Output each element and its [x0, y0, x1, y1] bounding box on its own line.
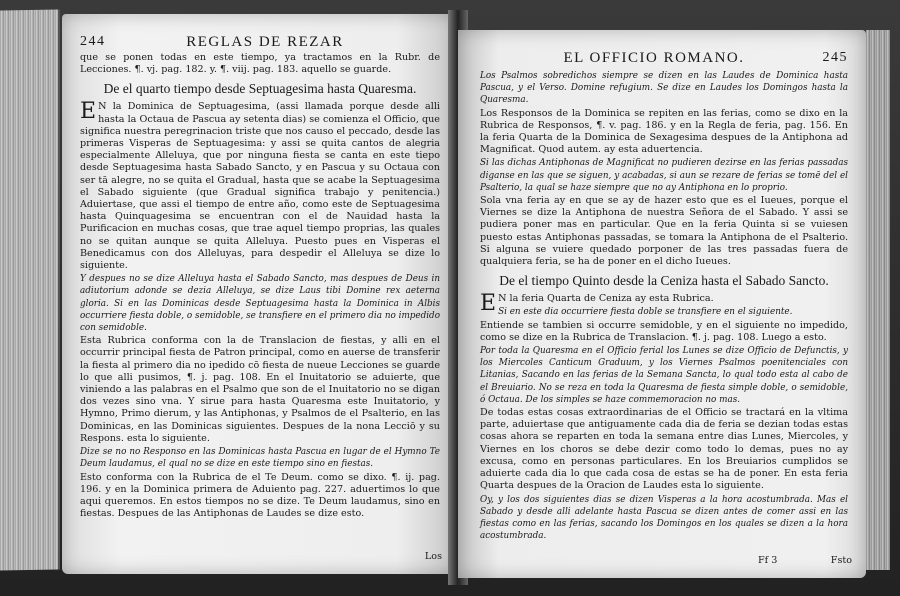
right-dropcap: E	[480, 291, 497, 317]
right-rubric-2: Si en este dia occurriere fiesta doble se transfiere en el siguiente.	[498, 307, 793, 318]
left-paragraph-2: Esta Rubrica conforma con la de Translacion de fiestas, y alli en el occurrir principal fiesta de Patron principal, como en auerse de transferir la fiesta al primero dia no ipedido cō fiesta de nueue Lecciones se guarde lo que alli pusimos, ¶. j. pag. 108. En el Inuitatorio se aduierte, que viniendo a las palabras en el Psalmo que son de el Inuitatorio no se digan dos vezes sino vna. Y sirue para hasta Quaresma este Inuitatorio, y Hymno, Primo dierum, y las Antiphonas, y Psalmos de el Psalterio, en las Dominicas, en las Dominicas siguientes. Despues de la nona Lecciō y su Respons. esta lo siguiente.	[80, 335, 440, 444]
right-page-number: 245	[822, 50, 848, 65]
right-catchword: Fsto	[830, 555, 852, 566]
page-edges-left	[0, 9, 60, 570]
left-dropcap: E	[80, 99, 97, 125]
right-paragraph-1: Sola vna feria ay en que se ay de hazer esto que es el Iueues, porque el Viernes se dize la Antiphona de nuestra Señora de el Sabado. Y assi se pudiera poner mas en particular. Que en la feria Quinta si se vuiesen puesto estas Antiphonas passadas, se tomara la Antiphona de el Psalterio. Si alguna se vuiere quedado porponer de las tres passadas fuera de qualquiera feria, se ha de poner en el dicho Iueues.	[480, 195, 848, 268]
right-rubric-4: Oy, y los dos siguientes dias se dizen Visperas a la hora acostumbrada. Mas el Sabado y desde alli adelante hasta Pascua se dizen antes de comer assi en las fiestas como en las ferias, sacando los Domingos en los quales se dizen a la hora acostumbrada.	[480, 494, 848, 542]
right-rubric-0: Los Psalmos sobredichos siempre se dizen en las Laudes de Dominica hasta Pascua, y el Verso. Domine refugium. Se dize en Laudes los Domingos hasta la Quaresma.	[480, 71, 848, 106]
left-catchword: Los	[424, 551, 442, 562]
left-page	[62, 14, 456, 574]
left-paragraph-3: Esto conforma con la Rubrica de el Te Deum. como se dixo. ¶. ij. pag. 196. y en la Dominica primera de Aduiento pag. 227. aduertimos lo que aqui queremos. En estos tiempos no se dize. Te Deum laudamus, sino en fiestas. Despues de las Antiphonas de Laudes se dize esto.	[80, 471, 440, 520]
left-rubric-2: Dize se no no Responso en las Dominicas hasta Pascua en lugar de el Hymno Te Deum laudamus, el qual no se dize en este tiempo sino en fiestas.	[80, 447, 440, 470]
right-rubric-1: Si las dichas Antiphonas de Magnificat no pudieren dezirse en las ferias passadas diganse en las que se siguen, y acabadas, si aun se rezare de ferias se tomē del el Psalterio, la qual se haze siempre que no ay Antiphona en lo proprio.	[480, 158, 848, 193]
left-rubric-1: Y despues no se dize Alleluya hasta el Sabado Sancto, mas despues de Deus in adiutorium adonde se dezia Alleluya, se dize Laus tibi Domine rex aeterna gloria. Si en las Dominicas desde Septuagesima hasta la Dominica in Albis occurriere fiesta doble, o semidoble, se transfiere en el primero dia no impedido con semidoble.	[80, 274, 440, 334]
right-paragraph-4: De todas estas cosas extraordinarias de el Officio se tractará en la vltima parte, aduiertase que antiguamente cada dia de feria se dezian todas estas cosas ahora se reparten en toda la semana entre dias Lunes, Miercoles, y Viernes en los choros se debe dezir como todo lo demas, pues no ay excusa, como en personas particulares. En los Breuiarios cumplidos se aduierte cada dia lo que cada cosa de estas se ha de poner. En esta feria Quarta despues de la Oracion de Laudes esta lo siguiente.	[480, 407, 848, 492]
right-paragraph-0: Los Responsos de la Dominica se repiten en las ferias, como se dixo en la Rubrica de Responsos, ¶. v. pag. 186. y en la Regla de feria, pag. 156. En la feria Quarta de la Dominica de Sexagesima despues de la Antiphona ad Magnificat. Quod autem. ay esta aduertencia.	[480, 107, 848, 156]
right-running-head	[480, 50, 848, 70]
right-page-text	[480, 70, 848, 543]
right-paragraph-3: Entiende se tambien si occurre semidoble, y en el siguiente no impedido, como se dize en la Rubrica de Translacion. ¶. j. pag. 108. Luego a esto.	[480, 319, 848, 343]
right-rubric-3: Por toda la Quaresma en el Officio ferial los Lunes se dize Officio de Defunctis, y los Miercoles Canticum Graduum, y los Viernes Psalmos poenitenciales con Litanias, Sacando en las ferias de la Semana Sancta, lo qual todo esta al cabo de el Breuiario. No se reza en toda la Quaresma de fiesta simple doble, o semidoble, ó Octaua. De los simples se haze commemoracion no mas.	[480, 346, 848, 405]
page-edges-right	[866, 30, 890, 570]
right-running-title: EL OFFICIO ROMANO.	[563, 50, 745, 66]
right-signature-mark: Ff 3	[758, 555, 778, 566]
left-section-heading: De el quarto tiempo desde Septuagesima hasta Quaresma.	[103, 81, 417, 97]
left-opening-lines: que se ponen todas en este tiempo, ya tractamos en la Rubr. de Lecciones. ¶. vj. pag. 182. y. ¶. viij. pag. 183. aquello se guarde.	[80, 52, 440, 76]
left-running-title: REGLAS DE REZAR	[186, 34, 344, 50]
left-page-text	[80, 52, 440, 521]
left-page-number: 244	[80, 34, 106, 49]
right-paragraph-2-text: N la feria Quarta de Ceniza ay esta Rubrica.	[498, 293, 714, 305]
left-paragraph-1	[80, 101, 440, 272]
left-running-head	[80, 34, 440, 54]
right-section-heading: De el tiempo Quinto desde la Ceniza hasta el Sabado Sancto.	[499, 273, 829, 289]
right-page	[458, 30, 866, 578]
left-paragraph-1-text: N la Dominica de Septuagesima, (assi llamada porque desde alli hasta la Octaua de Pascua ay setenta dias) se comienza el Officio, que significa nuestra peregrinacion triste que nos causo el peccado, desde las primeras Visperas de Septuagesima: y assi se quita cantos de alegria especialmente Alleluya, que por ninguna fiesta se canta en este tiepo desde Septuagesima hasta Sabado Sancto, y en Pascua y su Octaua con ser tā alegre, no se quita el Gradual, hasta que se acabe la Septuagesima el Sabado siguiente (que Gradual significa trabajo y penitencia.) Aduiertase, que assi el tiempo de entre año, como este de Septuagesima hasta Quinquagesima se encuentran con el de Nauidad hasta la Purificacion en muchas cosas, que trae aquel tiempo proprias, las quales no se quitan aunque se quita Alleluya. Puesto pues en Visperas el Benedicamus con dos Alleluyas, para despedir el Alleluya se dize lo siguiente.	[80, 101, 440, 272]
